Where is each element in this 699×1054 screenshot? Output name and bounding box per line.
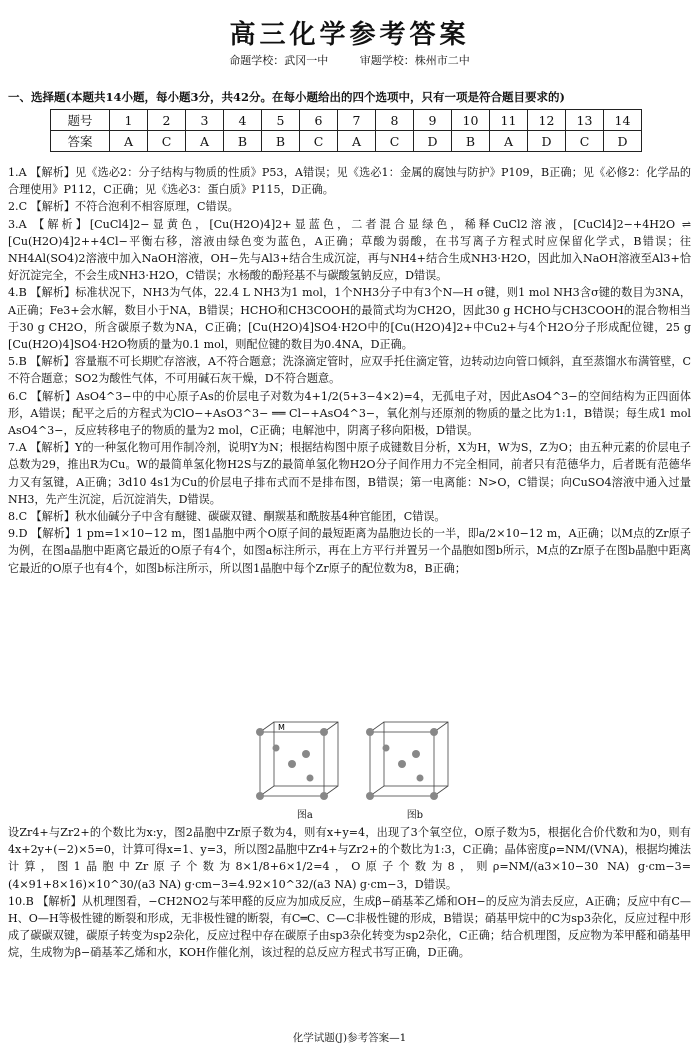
explanations	[8, 164, 691, 577]
table-cell: 13	[566, 110, 604, 131]
explanations-continued	[8, 824, 691, 962]
explanation-item: 10.B 【解析】从机理图看，−CH2NO2与苯甲醛的反应为加成反应，生成β−硝基苯乙烯和OH−的反应为消去反应，A正确；反应中有C—H、O—H等极性键的断裂和形成，无非极性键的断裂，有C═C、C—C非极性键的形成，B错误；硝基甲烷中的C为sp3杂化，反应过程中形成了碳碳双键，碳原子转变为sp2杂化，反应过程中存在碳原子由sp3杂化转变为sp2杂化，C正确；结合机理图，反应物为苯甲醛和硝基甲烷，生成物为β−硝基苯乙烯和水，KOH作催化剂，该过程的总反应方程式书写正确，D正确。	[8, 894, 691, 960]
table-cell: D	[528, 131, 566, 152]
explanation-item: 3.A 【解析】[CuCl4]2−显黄色，[Cu(H2O)4]2+显蓝色，二者混合显绿色，稀释CuCl2溶液，[CuCl4]2−+4H2O ⇌ [Cu(H2O)4]2++4Cl−平衡右移，溶液由绿色变为蓝色，A正确；草酸为弱酸，在书写离子方程式时应保留化学式，B错误；往NH4Al(SO4)2溶液中加入NaOH溶液，OH−先与Al3+结合生成沉淀，再与NH4+结合生成NH3·H2O，因此加入NaOH溶液至Al3+恰好沉淀完全，不会生成NH3·H2O，C错误；水杨酸的酚羟基不与碳酸氢钠反应，D错误。	[8, 217, 691, 283]
table-cell: 12	[528, 110, 566, 131]
table-cell: 6	[300, 110, 338, 131]
explanation-item: 5.B 【解析】容量瓶不可长期贮存溶液，A不符合题意；洗涤滴定管时，应双手托住滴定管，边转动边向管口倾斜，直至蒸馏水布满管壁，C不符合题意；SO2为酸性气体，不可用碱石灰干燥，D不符合题意。	[8, 355, 691, 386]
crystal-figure	[250, 720, 470, 820]
table-cell: A	[110, 131, 148, 152]
table-cell: 7	[338, 110, 376, 131]
figure-a-caption: 图a	[296, 810, 313, 821]
table-cell: B	[452, 131, 490, 152]
table-cell: 4	[224, 110, 262, 131]
reviewer-school: 审题学校：株州市二中	[359, 54, 470, 67]
explanation-item: 9.D 【解析】1 pm=1×10−12 m，图1晶胞中两个O原子间的最短距离为晶胞边长的一半，即a/2×10−12 m，A正确；以M点的Zr原子为例，在图a晶胞中距离它最近的O原子有4个，如图a标注所示，再在上方平行并置另一个晶胞如图b所示，M点的Zr原子在图b晶胞中距离它最近的O原子也有4个，如图b标注所示，所以图1晶胞中每个Zr原子的配位数为8，B正确；	[8, 527, 691, 575]
table-cell: C	[376, 131, 414, 152]
table-cell: B	[224, 131, 262, 152]
explanation-item: 6.C 【解析】AsO4^3−中的中心原子As的价层电子对数为4+1/2(5+3−4×2)=4，无孤电子对，因此AsO4^3−的空间结构为正四面体形，A错误；配平之后的方程式为ClO−+AsO3^3− ══ Cl−+AsO4^3−，氧化剂与还原剂的物质的量之比为1:1，B错误；每生成1 mol AsO4^3−，反应转移电子的物质的量为2 mol，C正确；电解池中，阴离子移向阳极，D错误。	[8, 389, 691, 438]
table-cell: A	[338, 131, 376, 152]
table-cell: B	[262, 131, 300, 152]
table-cell: 3	[186, 110, 224, 131]
table-cell: A	[490, 131, 528, 152]
table-cell: 11	[490, 110, 528, 131]
table-cell: 10	[452, 110, 490, 131]
table-cell: 9	[414, 110, 452, 131]
figure-captions	[250, 806, 470, 821]
answer-table	[50, 109, 642, 152]
explanation-item: 7.A 【解析】Y的一种氢化物可用作制冷剂，说明Y为N；根据结构图中原子成键数目分析，X为H，W为S，Z为O；由五种元素的价层电子总数为29，推出R为Cu。W的最简单氢化物H2S与Z的最简单氢化物H2O分子间作用力不完全相同，前者只有范德华力，后者既有范德华力又有氢键，A正确；3d10 4s1为Cu的价层电子排布式而不是排布图，B错误；第一电离能：N>O，C错误；向CuSO4溶液中通入过量NH3，先产生沉淀，后沉淀消失，D错误。	[8, 441, 691, 506]
row-label: 题号	[51, 110, 110, 131]
figure-b-caption: 图b	[406, 810, 424, 821]
table-cell: 1	[110, 110, 148, 131]
table-cell: 8	[376, 110, 414, 131]
m-point-label: M	[278, 723, 285, 732]
proposer-school: 命题学校：武冈一中	[229, 54, 329, 67]
explanation-item: 1.A 【解析】见《选必2：分子结构与物质的性质》P53，A错误；见《选必1：金属的腐蚀与防护》P109，B正确；见《必修2：化学品的合理使用》P112，C正确；见《选必3：蛋白质》P115，D正确。	[8, 166, 691, 197]
explanation-item: 4.B 【解析】标准状况下，NH3为气体，22.4 L NH3为1 mol，1个NH3分子中有3个N—H σ键，则1 mol NH3含σ键的数目为3NA，A正确；Fe3+会水解，数目小于NA，B错误；HCHO和CH3COOH的最简式均为CH2O，因此30 g HCHO与CH3COOH的混合物相当于30 g CH2O，所含碳原子数为NA，C正确；[Cu(H2O)4]SO4·H2O中的[Cu(H2O)4]2+中Cu2+与4个H2O分子形成配位键，25 g [Cu(H2O)4]SO4·H2O物质的量为0.1 mol，则配位键的数目为0.4NA，D正确。	[8, 286, 691, 352]
table-cell: C	[148, 131, 186, 152]
crystal-lattice-diagram	[250, 720, 470, 806]
answer-row	[51, 131, 642, 152]
table-cell: 2	[148, 110, 186, 131]
table-cell: 5	[262, 110, 300, 131]
table-cell: C	[300, 131, 338, 152]
section-heading: 一、选择题(本题共14小题，每小题3分，共42分。在每小题给出的四个选项中，只有一项是符合题目要求的)	[8, 90, 565, 104]
authorship-line	[0, 52, 699, 68]
row-label: 答案	[51, 131, 110, 152]
table-cell: D	[414, 131, 452, 152]
explanation-item: 8.C 【解析】秋水仙碱分子中含有醚键、碳碳双键、酮羰基和酰胺基4种官能团，C错误。	[8, 510, 446, 524]
page-title: 高三化学参考答案	[229, 20, 470, 50]
table-cell: 14	[604, 110, 642, 131]
explanation-item: 2.C 【解析】不符合泡利不相容原理，C错误。	[8, 200, 239, 214]
table-cell: A	[186, 131, 224, 152]
table-cell: D	[604, 131, 642, 152]
page-footer: 化学试题(J)参考答案—1	[292, 1032, 407, 1044]
question-number-row	[51, 110, 642, 131]
table-cell: C	[566, 131, 604, 152]
explanation-item: 设Zr4+与Zr2+的个数比为x:y，图2晶胞中Zr原子数为4，则有x+y=4，出现了3个氧空位，O原子数为5，根据化合价代数和为0，则有4x+2y+(−2)×5=0，计算可得x=1、y=3，所以图2晶胞中Zr4+与Zr2+的个数比为1:3，C正确；晶体密度ρ=NM/(VNA)，根据均摊法计算，图1晶胞中Zr原子个数为8×1/8+6×1/2=4，O原子个数为8，则ρ=NM/(a3×10−30 NA) g·cm−3=(4×91+8×16)×10^30/(a3 NA) g·cm−3=4.92×10^32/(a3 NA) g·cm−3，D错误。	[8, 826, 691, 891]
